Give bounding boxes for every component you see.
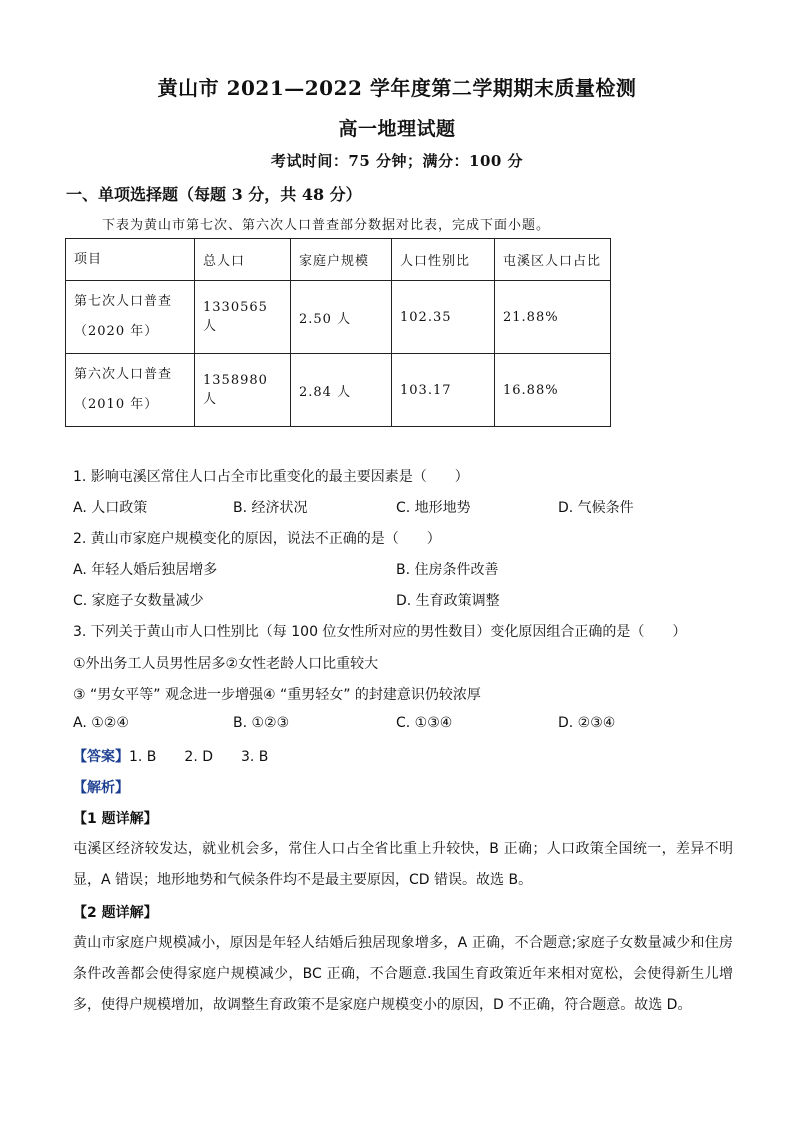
section-heading: 一、单项选择题（每题 3 分，共 48 分） — [66, 185, 362, 204]
tunxi-share-cell: 21.88% — [495, 281, 611, 354]
q1-option-d[interactable]: D. 气候条件 — [558, 500, 634, 516]
answer-line — [73, 746, 268, 766]
q2-option-a[interactable]: A. 年轻人婚后独居增多 — [73, 562, 218, 578]
q3-option-a[interactable]: A. ①②④ — [73, 715, 129, 731]
item-line: 第七次人口普查 — [74, 294, 173, 309]
item-year: （2020 年） — [74, 324, 159, 339]
tunxi-share-cell: 16.88% — [495, 354, 611, 427]
item-year: （2010 年） — [74, 397, 159, 412]
header-cell: 人口性别比 — [392, 239, 495, 281]
q1-option-c[interactable]: C. 地形地势 — [396, 500, 471, 516]
analysis-label: 【解析】 — [73, 780, 129, 796]
question-1-stem: 1. 影响屯溪区常住人口占全市比重变化的最主要因素是（ ） — [73, 469, 469, 485]
household-cell: 2.84 人 — [291, 354, 392, 427]
table-row — [66, 281, 611, 354]
q3-option-c[interactable]: C. ①③④ — [396, 715, 453, 731]
sex-ratio-cell: 103.17 — [392, 354, 495, 427]
q2-option-b[interactable]: B. 住房条件改善 — [396, 562, 499, 578]
total-cell: 1330565 人 — [195, 281, 291, 354]
q1-option-b[interactable]: B. 经济状况 — [233, 500, 308, 516]
q3-option-d[interactable]: D. ②③④ — [558, 715, 616, 731]
detail-2-label: 【2 题详解】 — [73, 905, 158, 921]
header-cell: 家庭户规模 — [291, 239, 392, 281]
q2-option-d[interactable]: D. 生育政策调整 — [396, 593, 500, 609]
sex-ratio-cell: 102.35 — [392, 281, 495, 354]
household-cell: 2.50 人 — [291, 281, 392, 354]
item-cell — [66, 281, 195, 354]
q3-statement-line-2: ③ “男女平等” 观念进一步增强④ “重男轻女” 的封建意识仍较浓厚 — [73, 687, 481, 703]
q2-option-c[interactable]: C. 家庭子女数量减少 — [73, 593, 204, 609]
header-cell: 项目 — [66, 239, 195, 281]
header-cell: 屯溪区人口占比 — [495, 239, 611, 281]
item-cell — [66, 354, 195, 427]
q1-option-a[interactable]: A. 人口政策 — [73, 500, 148, 516]
exam-info: 考试时间：75 分钟；满分：100 分 — [270, 152, 524, 170]
detail-1-text: 屯溪区经济较发达，就业机会多，常住人口占全省比重上升较快，B 正确；人口政策全国统一，差异不明显，A 错误；地形地势和气候条件均不是最主要原因，CD 错误。故选 B。 — [73, 841, 733, 888]
answer-label: 【答案】 — [73, 749, 129, 765]
q3-option-b[interactable]: B. ①②③ — [233, 715, 290, 731]
total-cell: 1358980 人 — [195, 354, 291, 427]
table-intro: 下表为黄山市第七次、第六次人口普查部分数据对比表，完成下面小题。 — [102, 218, 551, 233]
exam-title: 黄山市 2021—2022 学年度第二学期期末质量检测 — [157, 76, 637, 100]
question-3-stem: 3. 下列关于黄山市人口性别比（每 100 位女性所对应的男性数目）变化原因组合正确的是（ ） — [73, 624, 687, 640]
exam-subtitle: 高一地理试题 — [338, 118, 456, 140]
detail-1-label: 【1 题详解】 — [73, 811, 158, 827]
census-table — [65, 238, 611, 427]
question-2-stem: 2. 黄山市家庭户规模变化的原因，说法不正确的是（ ） — [73, 531, 441, 547]
table-row — [66, 354, 611, 427]
item-line: 第六次人口普查 — [74, 367, 173, 382]
q3-statement-line-1: ①外出务工人员男性居多②女性老龄人口比重较大 — [73, 656, 379, 672]
header-cell: 总人口 — [195, 239, 291, 281]
answer-values: 1. B 2. D 3. B — [129, 749, 269, 765]
table-header-row — [66, 239, 611, 281]
detail-2-text: 黄山市家庭户规模减小，原因是年轻人结婚后独居现象增多，A 正确，不合题意;家庭子女数量减少和住房条件改善都会使得家庭户规模减少，BC 正确，不合题意.我国生育政策近年来相对宽松，会使得新生儿增多，使得户规模增加，故调整生育政策不是家庭户规模变小的原因，D 不正确，符合题意。故选 D。 — [73, 935, 733, 1013]
